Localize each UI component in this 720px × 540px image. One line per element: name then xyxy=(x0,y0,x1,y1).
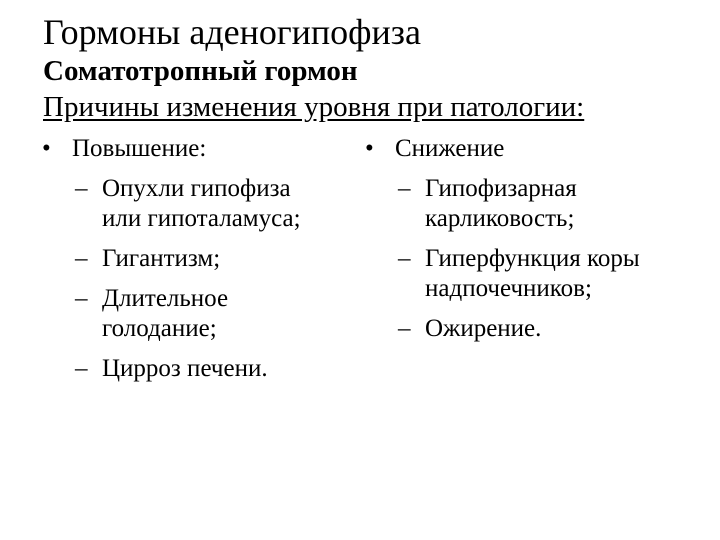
increase-label: Повышение: xyxy=(72,135,207,162)
list-item-line: Цирроз печени. xyxy=(102,355,268,382)
decrease-bullet xyxy=(365,134,695,164)
list-item-line: Опухли гипофиза xyxy=(102,175,291,202)
decrease-column xyxy=(365,134,695,354)
dash-icon: – xyxy=(398,175,411,202)
list-item-line: Ожирение. xyxy=(425,315,542,342)
decrease-list xyxy=(365,174,695,344)
list-item xyxy=(42,284,352,344)
dash-icon: – xyxy=(75,245,88,272)
bullet-icon: • xyxy=(365,135,374,162)
increase-list xyxy=(42,174,352,384)
list-item-line: карликовость; xyxy=(425,205,575,232)
list-item-line: голодание; xyxy=(102,315,217,342)
dash-icon: – xyxy=(398,315,411,342)
list-item-line: Гипофизарная xyxy=(425,175,577,202)
increase-bullet xyxy=(42,134,352,164)
dash-icon: – xyxy=(75,285,88,312)
increase-column xyxy=(42,134,352,394)
list-item-line: Гиперфункция коры xyxy=(425,245,640,272)
bullet-icon: • xyxy=(42,135,51,162)
decrease-label: Снижение xyxy=(395,135,505,162)
list-item-line: надпочечников; xyxy=(425,275,592,302)
dash-icon: – xyxy=(75,175,88,202)
list-item-line: или гипоталамуса; xyxy=(102,205,301,232)
list-item-line: Гигантизм; xyxy=(102,245,221,272)
slide-title: Гормоны аденогипофиза xyxy=(43,12,421,52)
dash-icon: – xyxy=(75,355,88,382)
dash-icon: – xyxy=(398,245,411,272)
slide-subtitle: Соматотропный гормон xyxy=(43,55,358,87)
list-item xyxy=(365,314,695,344)
section-heading: Причины изменения уровня при патологии: xyxy=(43,91,585,123)
list-item xyxy=(365,244,695,304)
list-item xyxy=(42,174,352,234)
list-item xyxy=(42,354,352,384)
list-item xyxy=(365,174,695,234)
list-item-line: Длительное xyxy=(102,285,229,312)
list-item xyxy=(42,244,352,274)
